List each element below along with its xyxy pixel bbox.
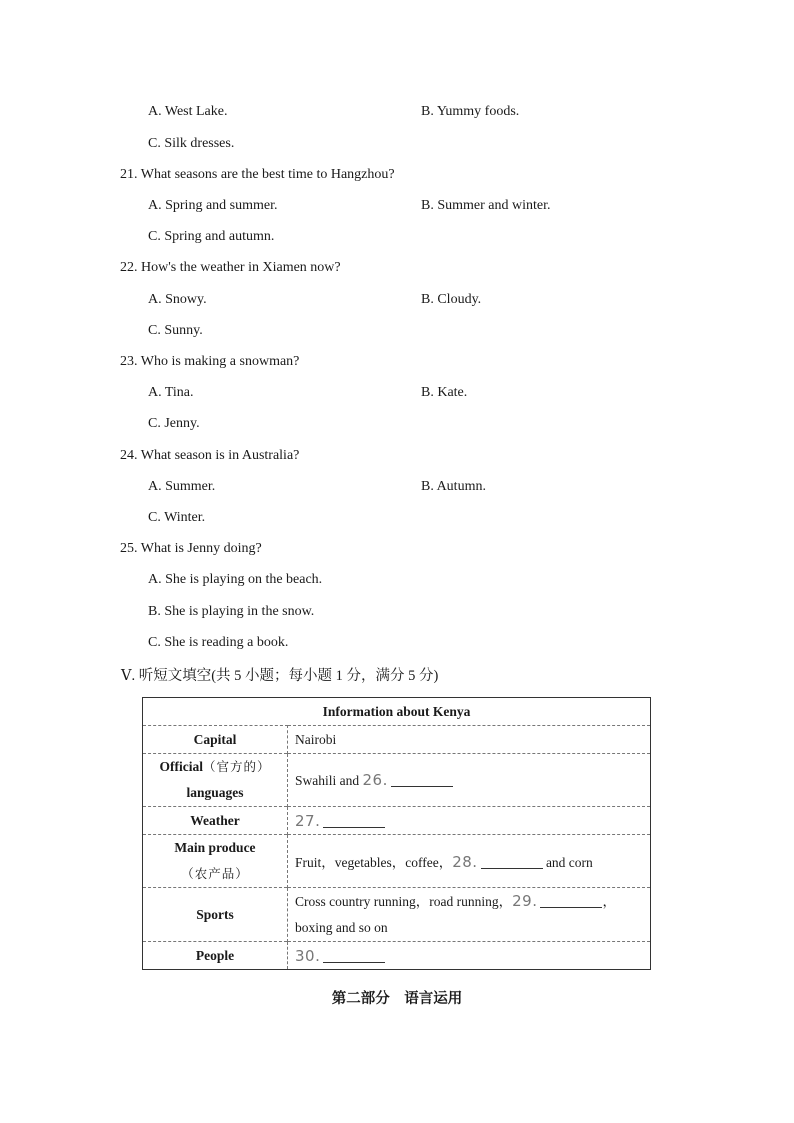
produce-text-end: and corn — [542, 855, 593, 870]
q24-option-b: B. Autumn. — [421, 479, 486, 494]
row-value-languages — [288, 754, 651, 807]
blank-30-line[interactable] — [323, 948, 385, 963]
q23-option-c: C. Jenny. — [148, 416, 200, 431]
row-key-people: People — [143, 942, 288, 970]
produce-text: Fruit，vegetables，coffee， — [295, 855, 453, 870]
languages-text: Swahili and — [295, 773, 360, 788]
blank-27-number: 27. — [295, 811, 321, 830]
row-value-sports — [288, 888, 651, 942]
q20-option-a: A. West Lake. — [148, 104, 228, 119]
q22-option-c: C. Sunny. — [148, 323, 203, 338]
q21-option-a: A. Spring and summer. — [148, 198, 278, 213]
q20-option-b: B. Yummy foods. — [421, 104, 520, 119]
row-value-weather — [288, 807, 651, 835]
q21-option-b: B. Summer and winter. — [421, 198, 551, 213]
table-row — [143, 888, 651, 942]
table-row — [143, 942, 651, 970]
sports-text: Cross country running，road running， — [295, 894, 513, 909]
key-produce-cn: （农产品） — [181, 867, 249, 881]
kenya-info-table — [142, 697, 651, 970]
q23-option-b: B. Kate. — [421, 385, 468, 400]
row-value-people — [288, 942, 651, 970]
key-languages: languages — [186, 785, 244, 800]
sports-text-line2: boxing and so on — [295, 920, 388, 935]
blank-26-number: 26. — [362, 771, 388, 789]
row-key-sports: Sports — [143, 888, 288, 942]
section-v-heading: Ⅴ. 听短文填空(共 5 小题；每小题 1 分，满分 5 分) — [121, 668, 439, 684]
table-row — [143, 807, 651, 835]
q22-option-a: A. Snowy. — [148, 292, 207, 307]
key-official-cn: （官方的） — [202, 760, 271, 774]
row-key-weather: Weather — [143, 807, 288, 835]
blank-26-line[interactable] — [391, 772, 453, 787]
q21-option-c: C. Spring and autumn. — [148, 229, 275, 244]
key-main-produce: Main produce — [174, 840, 256, 855]
part-two-title: 第二部分 语言运用 — [331, 991, 463, 1007]
q25-option-c: C. She is reading a book. — [148, 635, 289, 650]
row-key-languages — [143, 754, 288, 807]
row-value-capital: Nairobi — [288, 726, 651, 754]
blank-30-number: 30. — [295, 946, 321, 965]
sports-comma: ， — [602, 894, 616, 909]
q22-stem: 22. How's the weather in Xiamen now? — [120, 260, 341, 275]
q21-stem: 21. What seasons are the best time to Hangzhou? — [120, 167, 395, 182]
q22-option-b: B. Cloudy. — [421, 292, 482, 307]
blank-29-number: 29. — [512, 892, 538, 910]
q25-option-a: A. She is playing on the beach. — [148, 572, 323, 587]
q24-option-c: C. Winter. — [148, 510, 206, 525]
q24-option-a: A. Summer. — [148, 479, 216, 494]
table-row — [143, 754, 651, 807]
q25-option-b: B. She is playing in the snow. — [148, 604, 315, 619]
table-row — [143, 835, 651, 888]
q25-stem: 25. What is Jenny doing? — [120, 541, 262, 556]
blank-27-line[interactable] — [323, 813, 385, 828]
key-official: Official — [159, 759, 203, 774]
blank-29-line[interactable] — [540, 893, 602, 908]
q20-option-c: C. Silk dresses. — [148, 136, 235, 151]
q23-stem: 23. Who is making a snowman? — [120, 354, 300, 369]
row-key-produce — [143, 835, 288, 888]
q24-stem: 24. What season is in Australia? — [120, 448, 300, 463]
blank-28-line[interactable] — [481, 854, 543, 869]
q23-option-a: A. Tina. — [148, 385, 194, 400]
table-row — [143, 726, 651, 754]
row-key-capital: Capital — [143, 726, 288, 754]
row-value-produce — [288, 835, 651, 888]
table-title: Information about Kenya — [322, 703, 471, 719]
blank-28-number: 28. — [452, 853, 478, 871]
